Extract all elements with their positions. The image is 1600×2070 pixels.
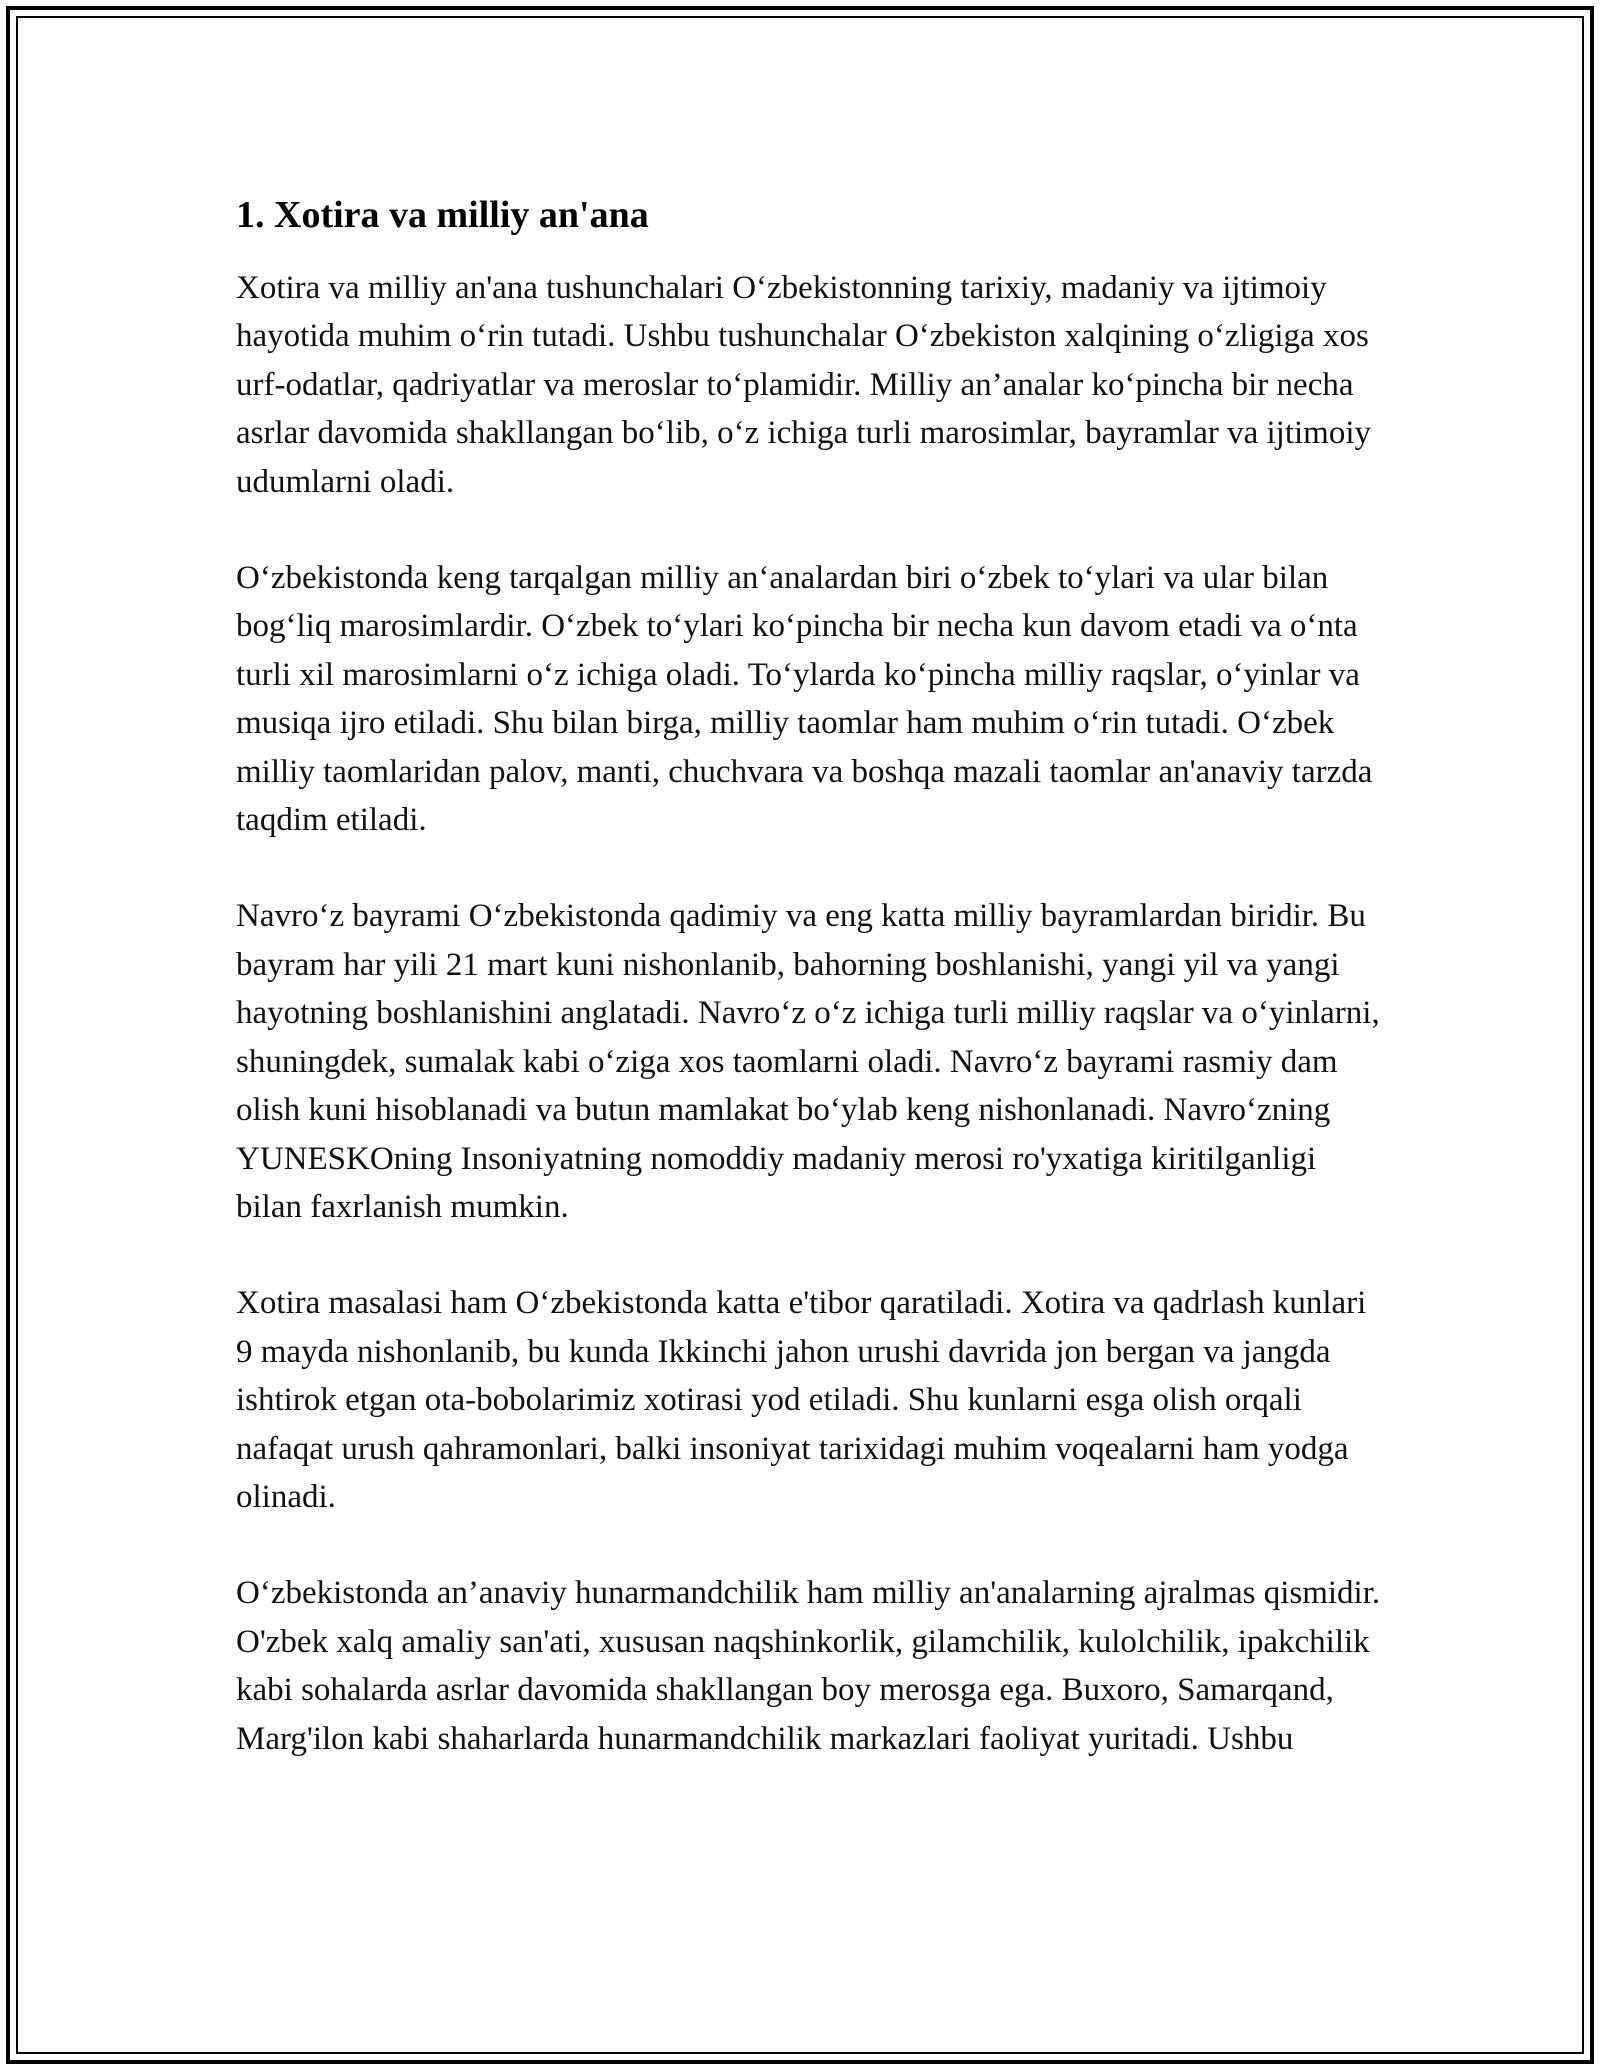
paragraph-remembrance: Xotira masalasi ham O‘zbekistonda katta e'tibor qaratiladi. Xotira va qadrlash kunlari 9 mayda nishonlanib, bu kunda Ikkinchi jahon urushi davrida jon bergan va jangda ishtirok etgan ota-bobolarimiz xotirasi yod etiladi. Shu kunlarni esga olish orqali nafaqat urush qahramonlari, balki insoniyat tarixidagi muhim voqealarni ham yodga olinadi. xyxy=(236,1285,1367,1515)
paragraph-navruz: Navro‘z bayrami O‘zbekistonda qadimiy va eng katta milliy bayramlardan biridir. Bu bayram har yili 21 mart kuni nishonlanib, bahorning boshlanishi, yangi yil va yangi hayotning boshlanishini anglatadi. Navro‘z o‘z ichiga turli milliy raqslar va o‘yinlarni, shuningdek, sumalak kabi o‘ziga xos taomlarni oladi. Navro‘z bayrami rasmiy dam olish kuni hisoblanadi va butun mamlakat bo‘ylab keng nishonlanadi. Navro‘zning YUNESKOning Insoniyatning nomoddiy madaniy merosi ro'yxatiga kiritilganligi bilan faxrlanish mumkin. xyxy=(236,898,1380,1225)
section-heading: 1. Xotira va milliy an'ana xyxy=(236,194,649,236)
paragraph-crafts: O‘zbekistonda an’anaviy hunarmandchilik ham milliy an'analarning ajralmas qismidir. O'zbek xalq amaliy san'ati, xususan naqshinkorlik, gilamchilik, kulolchilik, ipakchilik kabi sohalarda asrlar davomida shakllangan boy merosga ega. Buxoro, Samarqand, Marg'ilon kabi shaharlarda hunarmandchilik markazlari faoliyat yuritadi. Ushbu xyxy=(236,1575,1381,1757)
document-body xyxy=(236,186,1386,1811)
paragraph-intro: Xotira va milliy an'ana tushunchalari O‘zbekistonning tarixiy, madaniy va ijtimoiy hayotida muhim o‘rin tutadi. Ushbu tushunchalar O‘zbekiston xalqining o‘zligiga xos urf-odatlar, qadriyatlar va meroslar to‘plamidir. Milliy an’analar ko‘pincha bir necha asrlar davomida shakllangan bo‘lib, o‘z ichiga turli marosimlar, bayramlar va ijtimoiy udumlarni oladi. xyxy=(236,270,1372,500)
paragraph-weddings: O‘zbekistonda keng tarqalgan milliy an‘analardan biri o‘zbek to‘ylari va ular bilan bog‘liq marosimlardir. O‘zbek to‘ylari ko‘pincha bir necha kun davom etadi va o‘nta turli xil marosimlarni o‘z ichiga oladi. To‘ylarda ko‘pincha milliy raqslar, o‘yinlar va musiqa ijro etiladi. Shu bilan birga, milliy taomlar ham muhim o‘rin tutadi. O‘zbek milliy taomlaridan palov, manti, chuchvara va boshqa mazali taomlar an'anaviy tarzda taqdim etiladi. xyxy=(236,560,1373,839)
